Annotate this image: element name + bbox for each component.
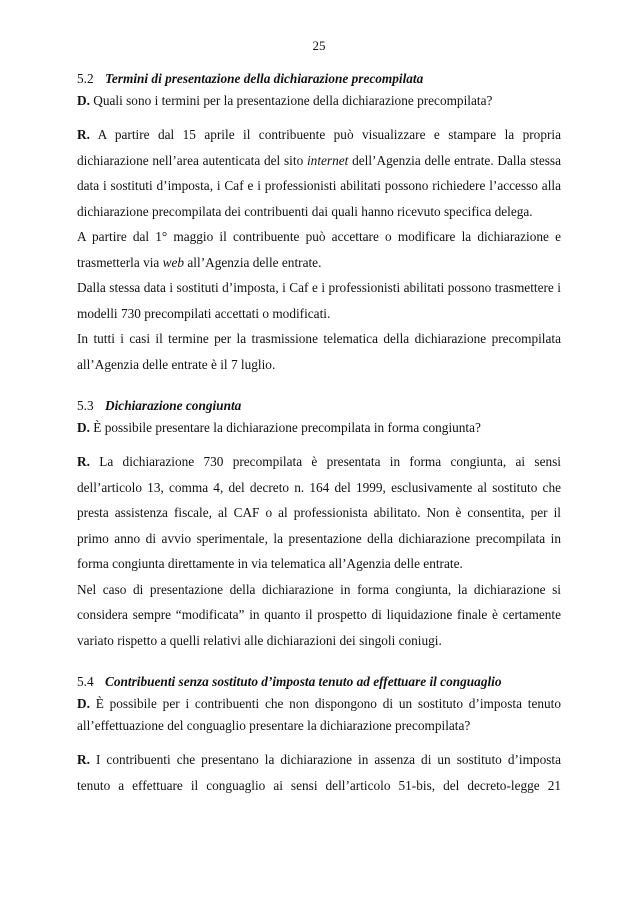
question-lead: D. <box>77 420 90 435</box>
answer-lead: R. <box>77 454 90 469</box>
question <box>77 417 561 439</box>
question-lead: D. <box>77 696 90 711</box>
page-number: 25 <box>312 38 326 53</box>
section-title: Termini di presentazione della dichiarazione precompilata <box>105 71 424 86</box>
question <box>77 90 561 112</box>
question-text: È possibile presentare la dichiarazione precompilata in forma congiunta? <box>93 420 481 435</box>
answer-emphasis: web <box>162 254 185 270</box>
question-text: È possibile per i contribuenti che non dispongono di un sostituto d’imposta tenuto all’effettuazione del conguaglio presentare la dichiarazione precompilata? <box>77 696 561 733</box>
section-title: Dichiarazione congiunta <box>105 398 242 413</box>
answer-paragraph: Nel caso di presentazione della dichiarazione in forma congiunta, la dichiarazione si considera sempre “modificata” in quanto il prospetto di liquidazione finale è certamente variato rispetto a quelli relativi alle dichiarazioni dei singoli coniugi. <box>77 581 561 648</box>
section-number: 5.2 <box>77 71 94 86</box>
section-5-4 <box>77 671 561 798</box>
answer-text: La dichiarazione 730 precompilata è presentata in forma congiunta, ai sensi dell’articolo 13, comma 4, del decreto n. 164 del 1999, esclusivamente al sostituto che presta assistenza fiscale, al CAF o al professionista abilitato. Non è consentita, per il primo anno di avvio sperimentale, la presentazione della dichiarazione precompilata in forma congiunta direttamente in via telematica all’Agenzia delle entrate. <box>77 454 561 571</box>
answer-paragraph <box>77 747 561 798</box>
answer-text: dell’Agenzia delle entrate. Dalla stessa data i sostituti d’imposta, i Caf e i professionisti abilitati possono richiedere l’accesso alla dichiarazione precompilata dei contribuenti dai quali hanno ricevuto specifica delega. <box>77 152 561 219</box>
answer-paragraph: In tutti i casi il termine per la trasmissione telematica della dichiarazione precompilata all’Agenzia delle entrate è il 7 luglio. <box>77 331 561 372</box>
section-heading <box>77 395 561 417</box>
answer-text: I contribuenti che presentano la dichiarazione in assenza di un sostituto d’imposta tenuto a effettuare il conguaglio ai sensi dell’articolo 51-bis, del decreto-legge 21 <box>77 752 562 793</box>
question-lead: D. <box>77 93 90 108</box>
question-text: Quali sono i termini per la presentazione della dichiarazione precompilata? <box>93 93 493 108</box>
section-title: Contribuenti senza sostituto d’imposta tenuto ad effettuare il conguaglio <box>105 674 502 689</box>
section-heading <box>77 671 561 693</box>
section-5-2 <box>77 68 561 377</box>
document-body <box>77 68 561 798</box>
answer-lead: R. <box>77 752 90 767</box>
question <box>77 693 561 737</box>
answer-text: all’Agenzia delle entrate. <box>184 254 322 270</box>
section-5-3 <box>77 395 561 653</box>
answer-lead: R. <box>77 127 90 142</box>
answer-paragraph: Dalla stessa data i sostituti d’imposta, i Caf e i professionisti abilitati possono trasmettere i modelli 730 precompilati accettati o modificati. <box>77 280 561 321</box>
section-heading <box>77 68 561 90</box>
answer-emphasis: internet <box>306 152 349 168</box>
answer-text: A partire dal 1° maggio il contribuente può accettare o modificare la dichiarazione e trasmetterla via <box>77 229 561 270</box>
section-number: 5.4 <box>77 674 94 689</box>
answer-text: A partire dal 15 aprile il contribuente può visualizzare e stampare la propria dichiarazione nell’area autenticata del sito <box>77 127 561 168</box>
section-number: 5.3 <box>77 398 94 413</box>
answer-paragraph <box>77 224 561 275</box>
answer-paragraph <box>77 122 561 224</box>
answer-paragraph <box>77 449 561 577</box>
